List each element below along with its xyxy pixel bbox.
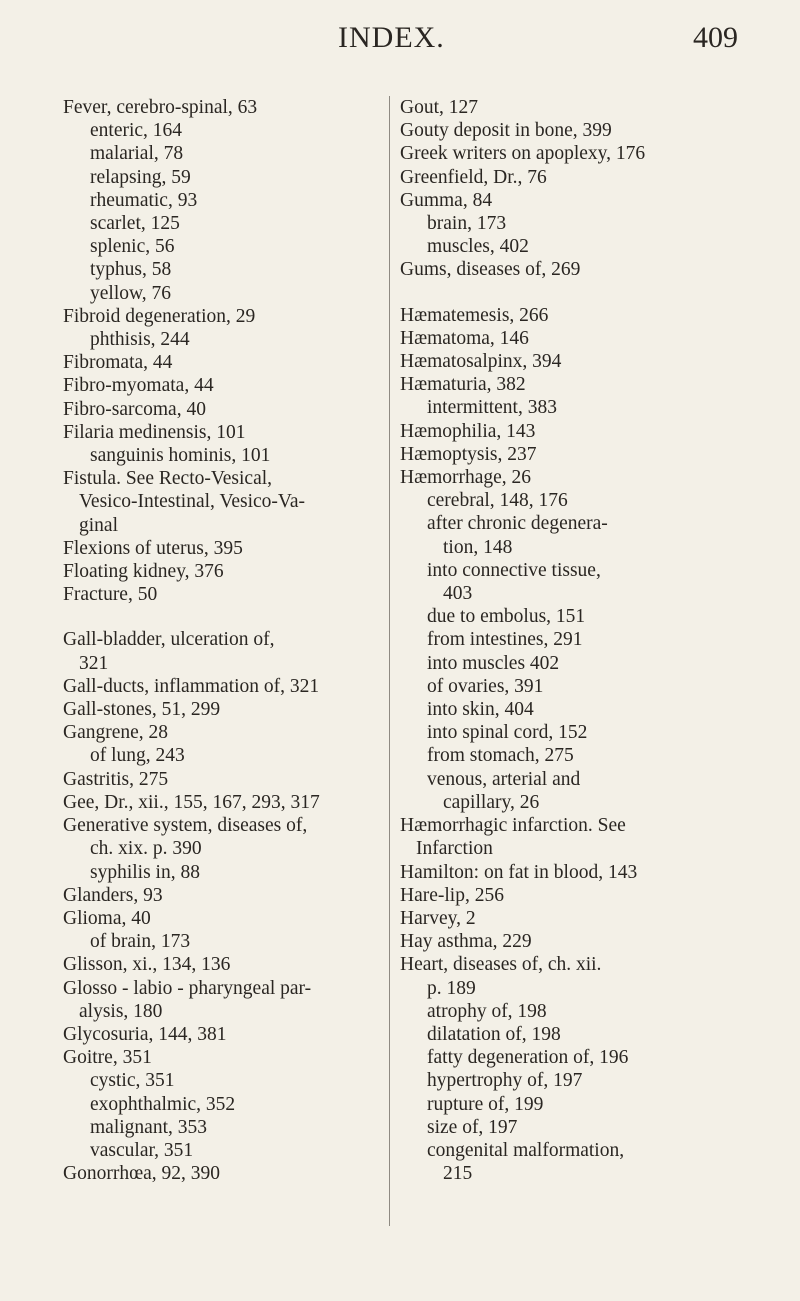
index-subentry: cerebral, 148, 176: [427, 490, 568, 512]
index-subentry: rheumatic, 93: [90, 189, 198, 211]
index-subentry: venous, arterial and: [427, 768, 581, 790]
index-entry: Glioma, 40: [63, 907, 151, 929]
index-entry: Gee, Dr., xii., 155, 167, 293, 317: [63, 791, 320, 813]
index-entry: Hæmorrhagic infarction. See: [400, 815, 626, 837]
index-entry: Gall-stones, 51, 299: [63, 699, 221, 721]
index-subentry: malignant, 353: [90, 1116, 207, 1138]
index-subentry: into skin, 404: [427, 699, 534, 721]
index-entry: Glycosuria, 144, 381: [63, 1023, 227, 1045]
index-column-right: [400, 96, 785, 1185]
index-subentry: due to embolus, 151: [427, 606, 586, 628]
index-subentry: vascular, 351: [90, 1139, 194, 1161]
section-gap: [400, 282, 785, 304]
index-subentry: tion, 148: [443, 536, 513, 558]
page-title: INDEX.: [338, 21, 445, 54]
index-subentry: fatty degeneration of, 196: [427, 1047, 629, 1069]
index-subentry: of lung, 243: [90, 745, 185, 767]
index-subentry: into spinal cord, 152: [427, 722, 588, 744]
index-subentry: ch. xix. p. 390: [90, 838, 202, 860]
index-subentry: 321: [79, 652, 109, 674]
index-entry: Gums, diseases of, 269: [400, 259, 581, 281]
index-entry: Hæmatemesis, 266: [400, 304, 549, 326]
index-subentry: after chronic degenera-: [427, 513, 608, 535]
index-subentry: dilatation of, 198: [427, 1023, 561, 1045]
index-subentry: hypertrophy of, 197: [427, 1070, 583, 1092]
index-entry: Fibro-myomata, 44: [63, 375, 214, 397]
index-subentry: into muscles 402: [427, 652, 560, 674]
index-entry: Hæmorrhage, 26: [400, 467, 532, 489]
index-subentry: from intestines, 291: [427, 629, 583, 651]
index-subentry: into connective tissue,: [427, 559, 601, 581]
page-header: [0, 18, 800, 58]
index-entry: Fracture, 50: [63, 584, 158, 606]
index-subentry: 215: [443, 1163, 473, 1185]
index-entry: Hay asthma, 229: [400, 931, 532, 953]
index-subentry: typhus, 58: [90, 259, 172, 281]
index-subentry: intermittent, 383: [427, 397, 557, 419]
index-subentry: scarlet, 125: [90, 213, 180, 235]
index-entry: Greek writers on apoplexy, 176: [400, 143, 646, 165]
column-divider: [389, 96, 390, 1226]
index-subentry: of ovaries, 391: [427, 675, 544, 697]
index-subentry: syphilis in, 88: [90, 861, 200, 883]
index-entry: Hæmaturia, 382: [400, 374, 526, 396]
index-subentry: capillary, 26: [443, 791, 540, 813]
index-entry: Glosso - labio - pharyngeal par-: [63, 977, 312, 999]
index-entry: Floating kidney, 376: [63, 561, 224, 583]
index-entry: Gouty deposit in bone, 399: [400, 120, 612, 142]
index-entry: Filaria medinensis, 101: [63, 421, 246, 443]
index-entry: Flexions of uterus, 395: [63, 537, 243, 559]
index-subentry: 403: [443, 583, 473, 605]
index-entry: Hæmoptysis, 237: [400, 443, 537, 465]
index-subentry: phthisis, 244: [90, 329, 190, 351]
index-subentry: ginal: [79, 514, 118, 536]
index-entry: Harvey, 2: [400, 907, 476, 929]
index-subentry: congenital malformation,: [427, 1139, 625, 1161]
index-subentry: relapsing, 59: [90, 166, 191, 188]
index-entry: Fibro-sarcoma, 40: [63, 398, 206, 420]
index-entry: Gumma, 84: [400, 189, 493, 211]
section-gap: [63, 606, 383, 628]
index-subentry: enteric, 164: [90, 120, 183, 142]
index-entry: Heart, diseases of, ch. xii.: [400, 954, 602, 976]
index-subentry: yellow, 76: [90, 282, 172, 304]
index-entry: Gall-ducts, inflammation of, 321: [63, 675, 320, 697]
index-entry: Glanders, 93: [63, 884, 163, 906]
index-subentry: sanguinis hominis, 101: [90, 445, 271, 467]
index-entry: Fibroid degeneration, 29: [63, 305, 256, 327]
index-entry: Hæmatosalpinx, 394: [400, 351, 562, 373]
index-entry: Generative system, diseases of,: [63, 815, 308, 837]
index-entry: Gout, 127: [400, 97, 478, 118]
index-subentry: from stomach, 275: [427, 745, 574, 767]
index-subentry: atrophy of, 198: [427, 1000, 547, 1022]
index-subentry: rupture of, 199: [427, 1093, 544, 1115]
index-entry: Hare-lip, 256: [400, 884, 504, 906]
index-subentry: muscles, 402: [427, 236, 529, 258]
page-number: 409: [693, 21, 738, 54]
index-subentry: Vesico-Intestinal, Vesico-Va-: [79, 491, 305, 513]
index-subentry: brain, 173: [427, 213, 507, 235]
index-column-left: [63, 96, 383, 1185]
index-subentry: p. 189: [427, 977, 476, 999]
index-entry: Hamilton: on fat in blood, 143: [400, 861, 638, 883]
index-entry: Goitre, 351: [63, 1047, 152, 1069]
index-entry: Gall-bladder, ulceration of,: [63, 629, 275, 651]
index-entry: Gangrene, 28: [63, 722, 169, 744]
index-entry: Fibromata, 44: [63, 352, 173, 374]
index-subentry: exophthalmic, 352: [90, 1093, 236, 1115]
index-entry: Glisson, xi., 134, 136: [63, 954, 231, 976]
index-entry: Hæmatoma, 146: [400, 327, 529, 349]
index-entry: Gonorrhœa, 92, 390: [63, 1163, 221, 1185]
index-entry: Gastritis, 275: [63, 768, 169, 790]
index-subentry: splenic, 56: [90, 236, 175, 258]
index-subentry: alysis, 180: [79, 1000, 163, 1022]
index-entry: Fever, cerebro-spinal, 63: [63, 97, 258, 118]
index-entry: Fistula. See Recto-Vesical,: [63, 468, 273, 490]
index-subentry: malarial, 78: [90, 143, 184, 165]
index-subentry: of brain, 173: [90, 931, 191, 953]
index-subentry: Infarction: [416, 838, 493, 860]
index-entry: Greenfield, Dr., 76: [400, 166, 547, 188]
index-entry: Hæmophilia, 143: [400, 420, 536, 442]
index-subentry: cystic, 351: [90, 1070, 175, 1092]
index-subentry: size of, 197: [427, 1116, 518, 1138]
